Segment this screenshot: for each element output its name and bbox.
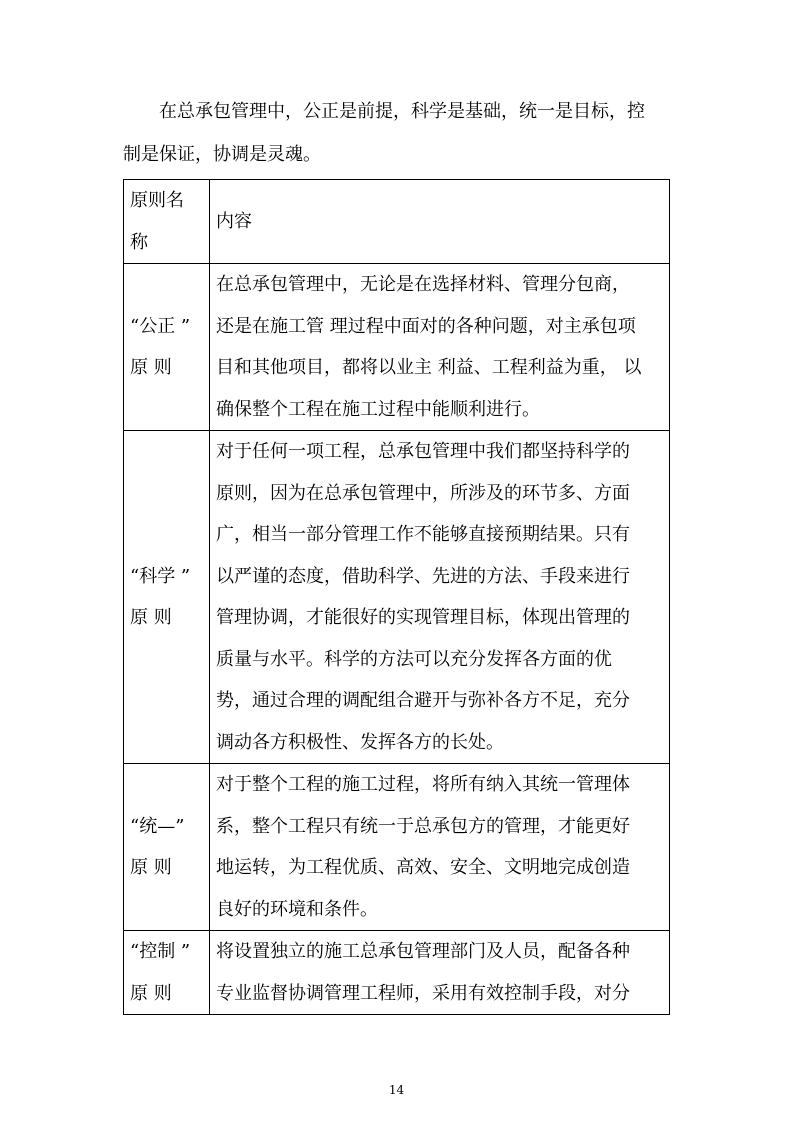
- principle-content-cell: [210, 931, 670, 1015]
- principle-content-cell: [210, 431, 670, 764]
- principle-name: “公正 ”: [130, 315, 191, 337]
- table-row: [124, 931, 670, 1015]
- header-text: 原则名: [130, 190, 184, 211]
- content-line: 调动各方积极性、发挥各方的长处。: [216, 731, 504, 753]
- content-line: 地运转，为工程优质、高效、安全、文明地完成创造: [216, 857, 630, 878]
- principle-name-cell: [124, 264, 210, 431]
- principle-name: “科学 ”: [130, 565, 191, 587]
- principle-name: 原 则: [130, 607, 172, 628]
- table-row: [124, 264, 670, 431]
- principle-name: “控制 ”: [130, 941, 191, 962]
- principle-name: 原 则: [130, 357, 172, 378]
- principle-name: “统—”: [130, 815, 185, 837]
- content-line: 系，整个工程只有统一于总承包方的管理，才能更好: [216, 815, 630, 837]
- principle-name-cell: [124, 431, 210, 764]
- content-line: 以严谨的态度，借助科学、先进的方法、手段来进行: [216, 565, 630, 587]
- header-name-cell: [124, 180, 210, 264]
- table-header-row: [124, 180, 670, 264]
- page-number: 14: [388, 1083, 405, 1097]
- intro-line: 制是保证，协调是灵魂。: [123, 144, 321, 165]
- content-line: 专业监督协调管理工程师，采用有效控制手段，对分: [216, 982, 630, 1004]
- principle-content-cell: [210, 264, 670, 431]
- content-line: 势，通过合理的调配组合避开与弥补各方不足，充分: [216, 690, 630, 711]
- table-row: [124, 764, 670, 931]
- content-line: 将设置独立的施工总承包管理部门及人员，配备各种: [216, 941, 630, 962]
- content-line: 原则，因为在总承包管理中，所涉及的环节多、方面: [216, 482, 630, 504]
- principle-name-cell: [124, 931, 210, 1015]
- intro-paragraph: [123, 90, 683, 176]
- content-line: 在总承包管理中，无论是在选择材料、管理分包商，: [216, 274, 630, 295]
- content-line: 目和其他项目，都将以业主 利益、工程利益为重， 以: [216, 357, 642, 378]
- header-text: 内容: [216, 210, 252, 232]
- content-line: 良好的环境和条件。: [216, 898, 378, 920]
- content-line: 对于整个工程的施工过程，将所有纳入其统一管理体: [216, 774, 630, 795]
- header-text: 称: [130, 231, 148, 253]
- content-line: 还是在施工管 理过程中面对的各种问题，对主承包项: [216, 315, 636, 337]
- content-line: 广，相当一部分管理工作不能够直接预期结果。只有: [216, 524, 630, 545]
- principle-name: 原 则: [130, 857, 172, 878]
- principle-name-cell: [124, 764, 210, 931]
- principle-content-cell: [210, 764, 670, 931]
- header-content-cell: [210, 180, 670, 264]
- intro-line: 在总承包管理中，公正是前提，科学是基础，统一是目标，控: [159, 101, 645, 122]
- content-line: 质量与水平。科学的方法可以充分发挥各方面的优: [216, 648, 612, 670]
- content-line: 确保整个工程在施工过程中能顺利进行。: [216, 398, 540, 420]
- content-line: 对于任何一项工程，总承包管理中我们都坚持科学的: [216, 441, 630, 462]
- table-row: [124, 431, 670, 764]
- principle-name: 原 则: [130, 982, 172, 1004]
- principles-table: [123, 179, 670, 1015]
- content-line: 管理协调，才能很好的实现管理目标，体现出管理的: [216, 607, 630, 628]
